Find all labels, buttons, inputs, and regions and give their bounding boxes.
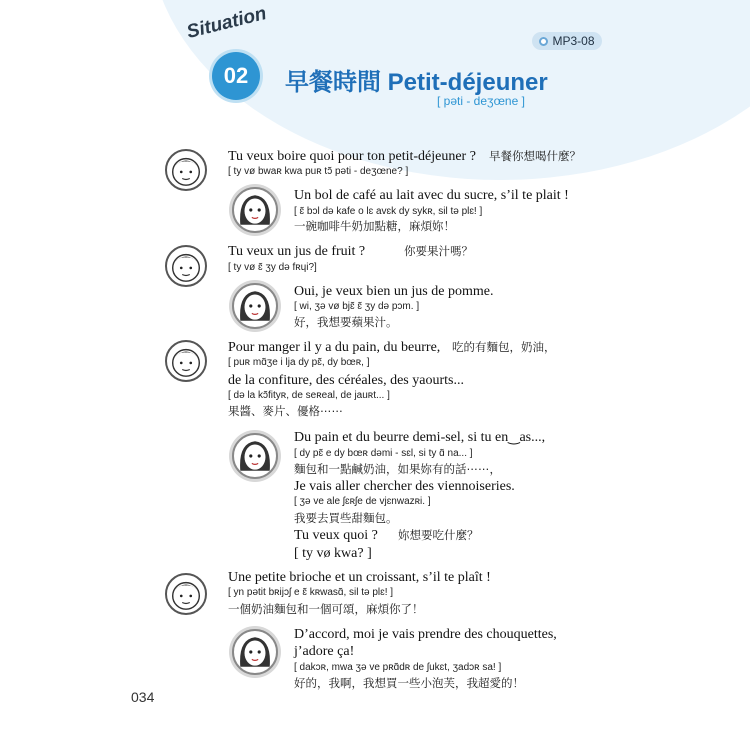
french-line: D’accord, moi je vais prendre des chouquettes,	[294, 627, 557, 642]
french-line: Pour manger il y a du pain, du beurre,	[228, 340, 441, 355]
french-line: de la confiture, des céréales, des yaourts...	[228, 373, 464, 388]
chinese-translation: 我要去買些甜麵包。	[294, 511, 398, 525]
pronunciation: [ dy pɛ̃ e dy bœʀ dəmi - sɛl, si ty ɑ̃ na... ]	[294, 448, 473, 459]
situation-label: Situation	[184, 2, 269, 44]
chinese-translation: 一個奶油麵包和一個可頌，麻煩你了！	[228, 602, 424, 616]
french-line: j’adore ça!	[294, 644, 355, 659]
french-line: Oui, je veux bien un jus de pomme.	[294, 284, 494, 299]
pronunciation: [ ɛ̃ bɔl də kafe o lɛ avɛk dy sykʀ, sil tə plɛ! ]	[294, 206, 483, 217]
title-pronunciation: [ pəti - deʒœne ]	[437, 94, 525, 108]
mp3-track-badge[interactable]	[532, 32, 602, 50]
french-line: Tu veux quoi ?	[294, 528, 378, 543]
pronunciation: [ dakɔʀ, mwa ʒə ve pʀɑ̃dʀ de ʃukɛt, ʒadɔʀ sa! ]	[294, 662, 502, 673]
situation-number: 02	[212, 52, 260, 100]
pronunciation: [ wi, ʒə vø bjɛ̃ ɛ̃ ʒy də pɔm. ]	[294, 301, 420, 312]
pronunciation: [ ty vø bwaʀ kwa puʀ tɔ̃ pəti - deʒœne? ]	[228, 166, 409, 177]
pronunciation: [ də la kɔ̃fityʀ, de seʀeal, de jauʀt... ]	[228, 390, 390, 401]
pronunciation: [ puʀ mɑ̃ʒe i lja dy pɛ̃, dy bœʀ, ]	[228, 357, 370, 368]
girl-face-icon	[232, 629, 278, 675]
cd-icon	[539, 37, 548, 46]
mp3-track-label: MP3-08	[552, 34, 595, 48]
french-line: Tu veux boire quoi pour ton petit-déjeuner ?	[228, 149, 476, 164]
french-line: Tu veux un jus de fruit ?	[228, 244, 366, 259]
chinese-translation: 你要果汁嗎？	[404, 244, 473, 258]
chinese-translation: 麵包和一點鹹奶油，如果妳有的話⋯⋯，	[294, 462, 501, 476]
french-line: Du pain et du beurre demi-sel, si tu en‿as...,	[294, 430, 546, 445]
girl-face-icon	[232, 433, 278, 479]
girl-face-icon	[232, 187, 278, 233]
chinese-translation: 好的，我啊，我想買一些小泡芙，我超愛的！	[294, 676, 524, 690]
page-title: 早餐時間 Petit-déjeuner	[285, 69, 548, 96]
french-line: Je vais aller chercher des viennoiseries.	[294, 479, 515, 494]
chinese-translation: 妳想要吃什麼？	[398, 528, 479, 542]
french-line: Un bol de café au lait avec du sucre, s’il te plait !	[294, 188, 569, 203]
chinese-translation: 吃的有麵包，奶油，	[452, 340, 556, 354]
chinese-translation: 一碗咖啡牛奶加點糖，麻煩妳！	[294, 219, 455, 233]
pronunciation: [ ty vø ɛ̃ ʒy də fʀɥi?]	[228, 262, 317, 273]
boy-face-icon	[165, 245, 207, 287]
girl-face-icon	[232, 283, 278, 329]
page-number: 034	[131, 689, 155, 705]
chinese-translation: 好，我想要蘋果汁。	[294, 315, 398, 329]
pronunciation: [ ʒə ve ale ʃɛʀʃe de vjɛnwazʀi. ]	[294, 496, 431, 507]
boy-face-icon	[165, 149, 207, 191]
french-line: [ ty vø kwa? ]	[294, 546, 372, 561]
boy-face-icon	[165, 340, 207, 382]
pronunciation: [ yn pətit bʀijɔʃ e ɛ̃ kʀwasɑ̃, sil tə plɛ! ]	[228, 587, 394, 598]
boy-face-icon	[165, 573, 207, 615]
french-line: Une petite brioche et un croissant, s’il te plaît !	[228, 570, 491, 585]
chinese-translation: 早餐你想喝什麼？	[489, 149, 581, 163]
chinese-translation: 果醬、麥片、優格⋯⋯	[228, 404, 343, 418]
